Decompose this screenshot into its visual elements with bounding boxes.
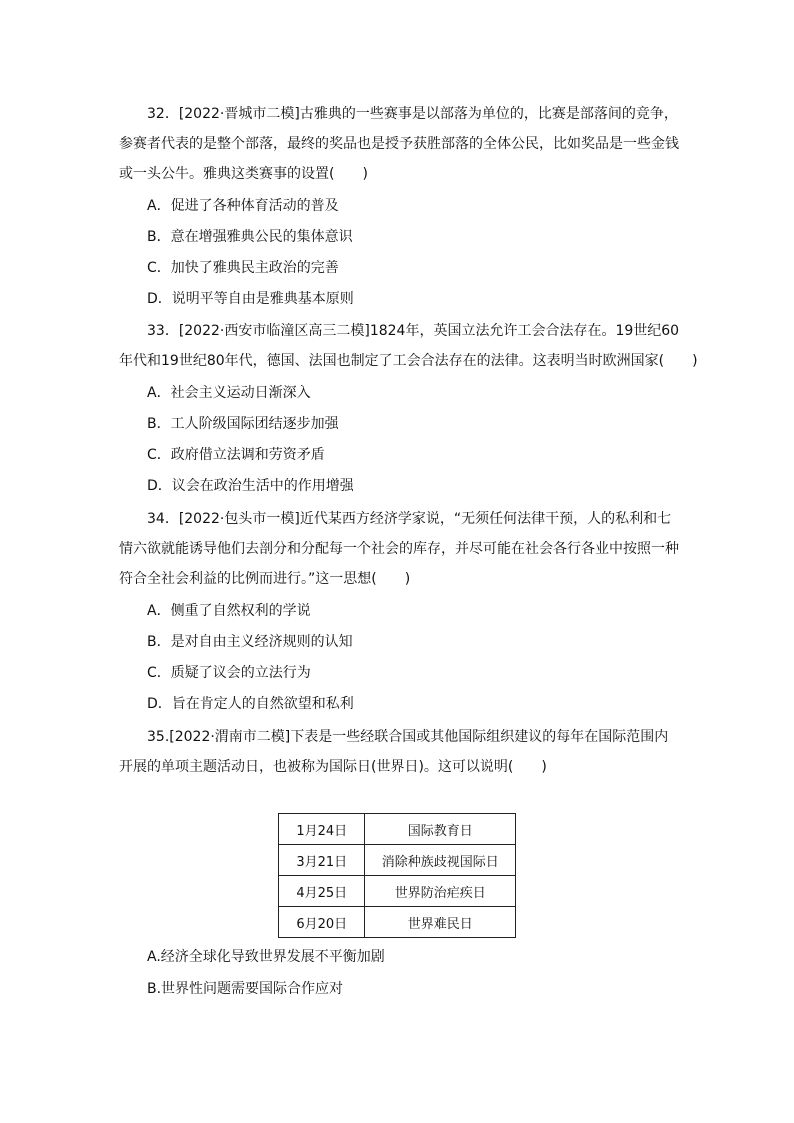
q32-option-b: B．意在增强雅典公民的集体意识 — [147, 229, 353, 245]
q33-option-d: D．议会在政治生活中的作用增强 — [147, 478, 354, 494]
q34-option-c: C．质疑了议会的立法行为 — [147, 665, 311, 681]
q34-stem-line-2: 情六欲就能诱导他们去剖分和分配每一个社会的库存，并尽可能在社会各行各业中按照一种 — [119, 541, 679, 557]
table-cell-day-name: 消除种族歧视国际日 — [365, 845, 516, 876]
q33-stem-line-2: 年代和19世纪80年代，德国、法国也制定了工会合法存在的法律。这表明当时欧洲国家( ) — [119, 353, 698, 369]
q34-stem-line-3: 符合全社会利益的比例而进行。”这一思想( ) — [119, 571, 411, 587]
q34-option-a: A．侧重了自然权利的学说 — [147, 603, 311, 619]
table-row — [279, 876, 516, 907]
q32-stem-line-2: 参赛者代表的是整个部落，最终的奖品也是授予获胜部落的全体公民，比如奖品是一些金钱 — [119, 136, 679, 152]
q35-option-b: B.世界性问题需要国际合作应对 — [147, 981, 344, 997]
table-cell-date: 4月25日 — [279, 876, 365, 907]
q32-option-a: A．促进了各种体育活动的普及 — [147, 198, 339, 214]
q35-option-a: A.经济全球化导致世界发展不平衡加剧 — [147, 949, 385, 965]
q33-option-b: B．工人阶级国际团结逐步加强 — [147, 416, 339, 432]
q34-option-b: B．是对自由主义经济规则的认知 — [147, 634, 353, 650]
table-cell-date: 3月21日 — [279, 845, 365, 876]
q33-stem-line-1: 33．[2022·西安市临潼区高三二模]1824年，英国立法允许工会合法存在。19世纪60 — [147, 323, 680, 339]
table-cell-date: 1月24日 — [279, 814, 365, 845]
q35-stem-line-1: 35.[2022·渭南市二模]下表是一些经联合国或其他国际组织建议的每年在国际范围内 — [147, 729, 669, 745]
international-days-table — [278, 813, 516, 938]
table-row — [279, 845, 516, 876]
q34-stem-line-1: 34．[2022·包头市一模]近代某西方经济学家说，“无须任何法律干预，人的私利和七 — [147, 511, 672, 527]
q32-option-d: D．说明平等自由是雅典基本原则 — [147, 291, 354, 307]
q35-stem-line-2: 开展的单项主题活动日，也被称为国际日(世界日)。这可以说明( ) — [119, 759, 547, 775]
table-row — [279, 814, 516, 845]
table-cell-date: 6月20日 — [279, 907, 365, 938]
q32-stem-line-1: 32．[2022·晋城市二模]古雅典的一些赛事是以部落为单位的，比赛是部落间的竞争， — [147, 106, 678, 122]
table-cell-day-name: 世界防治疟疾日 — [365, 876, 516, 907]
q32-stem-line-3: 或一头公牛。雅典这类赛事的设置( ) — [119, 166, 368, 182]
q34-option-d: D．旨在肯定人的自然欲望和私利 — [147, 696, 354, 712]
table-row — [279, 907, 516, 938]
table-cell-day-name: 世界难民日 — [365, 907, 516, 938]
table-cell-day-name: 国际教育日 — [365, 814, 516, 845]
q33-option-a: A．社会主义运动日渐深入 — [147, 385, 311, 401]
q32-option-c: C．加快了雅典民主政治的完善 — [147, 260, 339, 276]
q33-option-c: C．政府借立法调和劳资矛盾 — [147, 447, 325, 463]
